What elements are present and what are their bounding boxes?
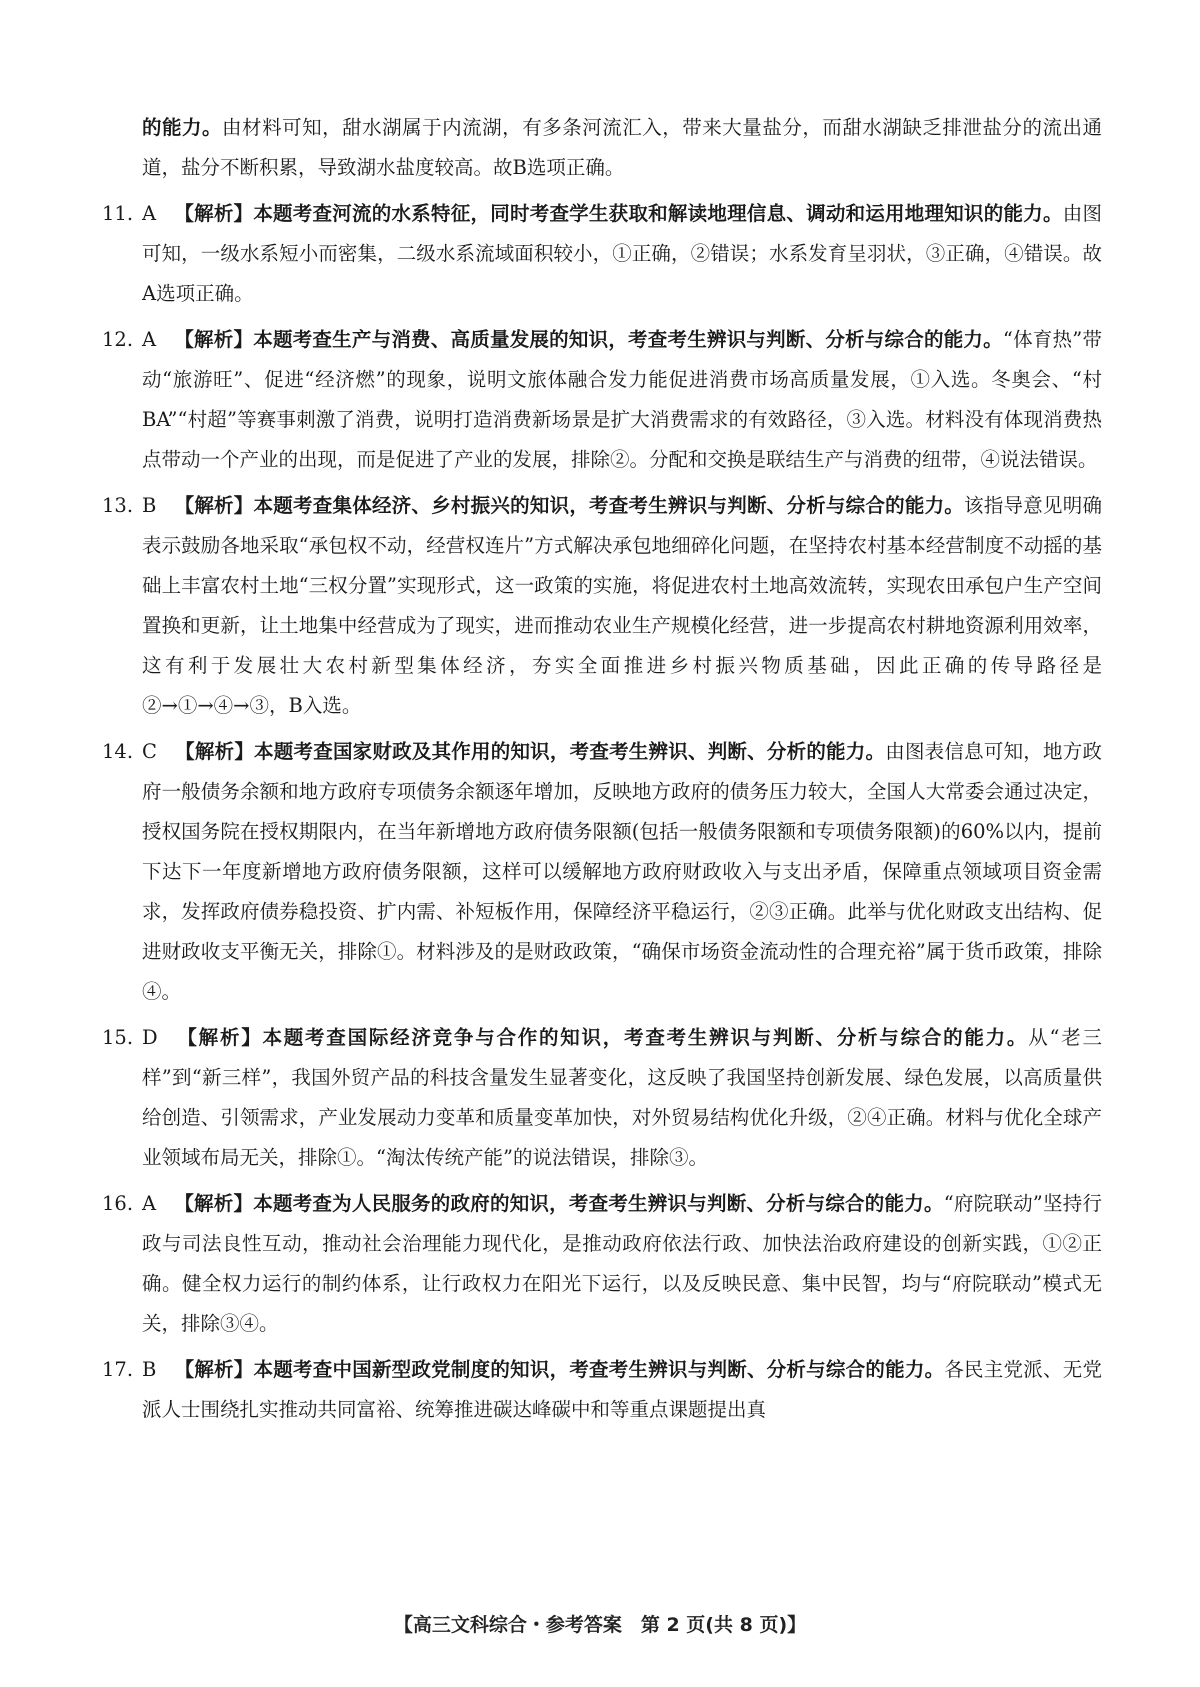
item-text: 由图可知，一级水系短小而密集，二级水系流域面积较小，①正确，②错误；水系发育呈羽状，③正确，④错误。故A选项正确。 <box>142 202 1102 305</box>
item-number: 17. <box>102 1358 134 1381</box>
item-text: 该指导意见明确表示鼓励各地采取“承包权不动，经营权连片”方式解决承包地细碎化问题，在坚持农村基本经营制度不动摇的基础上丰富农村土地“三权分置”实现形式，这一政策的实施，将促进农村土地高效流转，实现农田承包户生产空间置换和更新，让土地集中经营成为了现实，进而推动农业生产规模化经营，进一步提高农村耕地资源利用效率，这有利于发展壮大农村新型集体经济，夯实全面推进乡村振兴物质基础，因此正确的传导路径是②→①→④→③，B入选。 <box>142 494 1102 717</box>
item-number: 13. <box>102 494 134 517</box>
item-lead: 本题考查集体经济、乡村振兴的知识，考查考生辨识与判断、分析与综合的能力。 <box>253 494 965 517</box>
item-text: 各民主党派、无党派人士围绕扎实推动共同富裕、统筹推进碳达峰碳中和等重点课题提出真 <box>142 1358 1102 1421</box>
analysis-tag: 【解析】 <box>174 494 254 517</box>
answer-item-17 <box>102 1350 1102 1430</box>
item-number: 12. <box>102 328 134 351</box>
analysis-tag: 【解析】 <box>174 740 255 763</box>
item-answer: A <box>142 1192 157 1215</box>
item-text: 由图表信息可知，地方政府一般债务余额和地方政府专项债务余额逐年增加，反映地方政府的债务压力较大，全国人大常委会通过决定，授权国务院在授权期限内，在当年新增地方政府债务限额(包括一般债务限额和专项债务限额)的60%以内，提前下达下一年度新增地方政府债务限额，这样可以缓解地方政府财政收入与支出矛盾，保障重点领域项目资金需求，发挥政府债券稳投资、扩内需、补短板作用，保障经济平稳运行，②③正确。此举与优化财政支出结构、促进财政收支平衡无关，排除①。材料涉及的是财政政策，“确保市场资金流动性的合理充裕”属于货币政策，排除④。 <box>142 740 1102 1003</box>
item-answer: A <box>142 202 157 225</box>
item-lead: 本题考查国际经济竞争与合作的知识，考查考生辨识与判断、分析与综合的能力。 <box>262 1026 1029 1049</box>
answer-item-14 <box>102 732 1102 1012</box>
item-answer: B <box>142 494 157 517</box>
item-answer: A <box>142 328 157 351</box>
answer-page <box>102 108 1102 1430</box>
item-text: “府院联动”坚持行政与司法良性互动，推动社会治理能力现代化，是推动政府依法行政、加快法治政府建设的创新实践，①②正确。健全权力运行的制约体系，让行政权力在阳光下运行，以及反映民意、集中民智，均与“府院联动”模式无关，排除③④。 <box>142 1192 1102 1335</box>
item-lead: 本题考查生产与消费、高质量发展的知识，考查考生辨识与判断、分析与综合的能力。 <box>253 328 1003 351</box>
item-number: 14. <box>102 740 134 763</box>
analysis-tag: 【解析】 <box>175 1026 263 1049</box>
page-footer: 【高三文科综合・参考答案 第 2 页(共 8 页)】 <box>393 1614 807 1636</box>
item-answer: C <box>142 740 157 763</box>
analysis-tag: 【解析】 <box>174 202 254 225</box>
analysis-tag: 【解析】 <box>174 1192 254 1215</box>
answer-item-11 <box>102 194 1102 314</box>
answer-item-12 <box>102 320 1102 480</box>
analysis-tag: 【解析】 <box>174 1358 254 1381</box>
item-number: 15. <box>102 1026 134 1049</box>
item-answer: D <box>142 1026 158 1049</box>
answer-item-16 <box>102 1184 1102 1344</box>
analysis-tag: 【解析】 <box>174 328 254 351</box>
continuation-text: 由材料可知，甜水湖属于内流湖，有多条河流汇入，带来大量盐分，而甜水湖缺乏排泄盐分的流出通道，盐分不断积累，导致湖水盐度较高。故B选项正确。 <box>142 116 1102 179</box>
item-number: 16. <box>102 1192 134 1215</box>
item-number: 11. <box>102 202 134 225</box>
item-lead: 本题考查中国新型政党制度的知识，考查考生辨识与判断、分析与综合的能力。 <box>253 1358 945 1381</box>
continuation-paragraph <box>102 108 1102 188</box>
item-text: 从“老三样”到“新三样”，我国外贸产品的科技含量发生显著变化，这反映了我国坚持创新发展、绿色发展，以高质量供给创造、引领需求，产业发展动力变革和质量变革加快，对外贸易结构优化升级，②④正确。材料与优化全球产业领域布局无关，排除①。“淘汰传统产能”的说法错误，排除③。 <box>142 1026 1102 1169</box>
item-lead: 本题考查国家财政及其作用的知识，考查考生辨识、判断、分析的能力。 <box>254 740 886 763</box>
item-text: “体育热”带动“旅游旺”、促进“经济燃”的现象，说明文旅体融合发力能促进消费市场高质量发展，①入选。冬奥会、“村BA”“村超”等赛事刺激了消费，说明打造消费新场景是扩大消费需求的有效路径，③入选。材料没有体现消费热点带动一个产业的出现，而是促进了产业的发展，排除②。分配和交换是联结生产与消费的纽带，④说法错误。 <box>142 328 1102 471</box>
item-answer: B <box>142 1358 157 1381</box>
answer-item-13 <box>102 486 1102 726</box>
item-lead: 本题考查河流的水系特征，同时考查学生获取和解读地理信息、调动和运用地理知识的能力。 <box>253 202 1063 225</box>
answer-item-15 <box>102 1018 1102 1178</box>
item-lead: 本题考查为人民服务的政府的知识，考查考生辨识与判断、分析与综合的能力。 <box>253 1192 944 1215</box>
continuation-lead: 的能力。 <box>142 116 223 139</box>
